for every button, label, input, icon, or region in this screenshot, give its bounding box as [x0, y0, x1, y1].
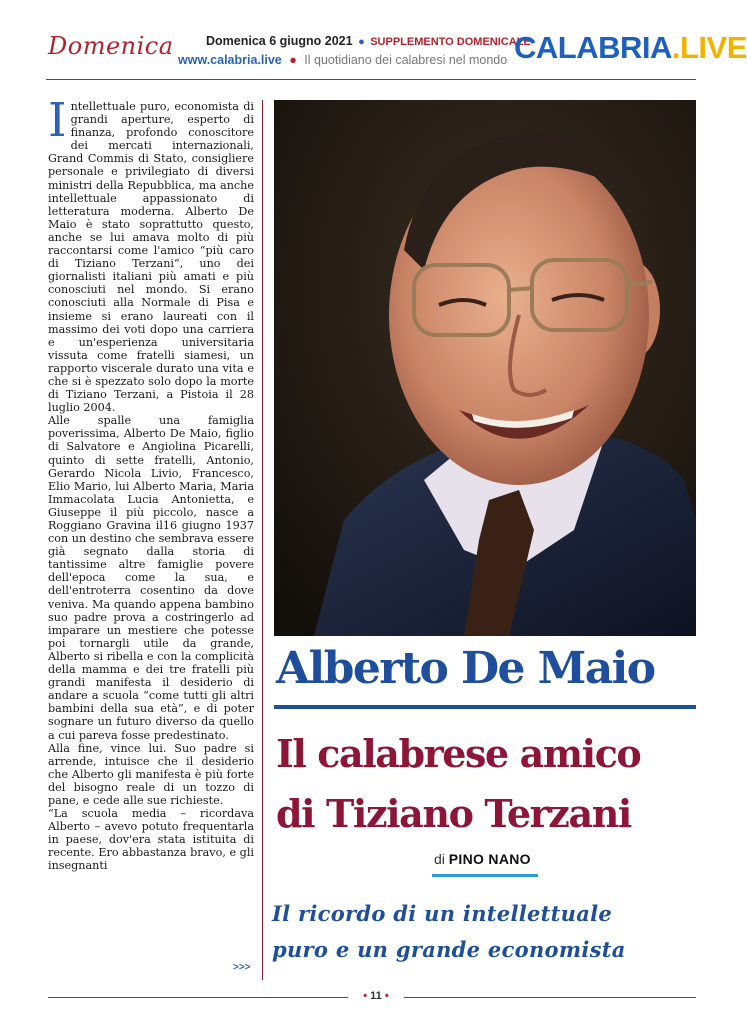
subtitle-line: di Tiziano Terzani — [276, 791, 631, 836]
standfirst — [272, 896, 702, 968]
headline-name: Alberto De Maio — [276, 643, 655, 694]
article-paragraph: Alla fine, vince lui. Suo padre si arrende, intuisce che il desiderio che Alberto gli manifesta è più forte del bisogno reale di un tozzo di pane, e cede alle sue richieste. — [48, 741, 254, 807]
column-divider — [262, 100, 263, 980]
headline-underline — [274, 705, 696, 709]
brand-logo-part1: CALABRIA — [514, 30, 672, 65]
footer-divider-left — [48, 997, 348, 998]
footer-divider-right — [404, 997, 696, 998]
portrait-photo — [274, 100, 696, 636]
issue-date-line — [206, 34, 531, 48]
site-url-link[interactable]: www.calabria.live — [178, 53, 282, 67]
continue-arrow-icon[interactable]: >>> — [233, 962, 251, 973]
standfirst-line: Il ricordo di un intellettuale — [272, 901, 613, 926]
section-title: Domenica — [48, 32, 174, 60]
bullet-dot-icon: ● — [358, 36, 365, 48]
article-paragraph: “La scuola media – ricordava Alberto – avevo potuto frequentarla in paese, dov'era stata istituita di recente. Ero abbastanza bravo, e gli insegnanti — [48, 807, 254, 873]
article-body — [48, 93, 254, 964]
supplement-label: SUPPLEMENTO DOMENICALE — [370, 36, 531, 48]
drop-cap: I — [48, 93, 67, 148]
byline-prefix: di — [434, 851, 445, 867]
byline-author: PINO NANO — [448, 851, 531, 867]
byline-underline — [432, 874, 538, 877]
byline — [434, 851, 531, 867]
paragraph-text: ntellettuale puro, economista di grandi aperture, esperto di finanza, profondo conoscitore dei mercati internazionali, Grand Commis di Stato, consigliere personale e privilegiato di diversi ministri della Repubblica, ma anche intellettuale appassionato di letteratura moderna. Alberto De Maio è stato soprattutto questo, anche se lui amava molto di più raccontarsi come l'amico “più caro di Tiziano Terzani”, uno dei giornalisti italiani più amati e più conosciuti nel mondo. Si erano conosciuti alla Normale di Pisa e insieme si erano laureati con il massimo dei voti dopo una carriera e un'esperienza universitaria vissuta come fratelli siamesi, un rapporto viscerale durato una vita e che si è spezzato solo dopo la morte di Tiziano Terzani, a Pistoia il 28 luglio 2004. — [48, 100, 254, 415]
page-number: • 11 • — [363, 990, 389, 1002]
subtitle-line: Il calabrese amico — [276, 731, 641, 776]
header-divider — [46, 79, 696, 80]
issue-date: Domenica 6 giugno 2021 — [206, 34, 353, 48]
headline-subtitle — [276, 724, 700, 844]
brand-logo-part2: .LIVE — [671, 30, 747, 65]
page-number-value: 11 — [370, 990, 382, 1002]
article-paragraph — [48, 93, 254, 415]
bullet-dot-icon: ● — [289, 53, 297, 67]
article-paragraph: Alle spalle una famiglia poverissima, Alberto De Maio, figlio di Salvatore e Angiolina Picarelli, quinto di sette fratelli, Antonio, Gerardo Nicola Livio, Francesco, Elio Mario, lui Alberto Maria, Maria Immacolata Lucia Antonietta, e Giuseppe il più piccolo, nasce a Roggiano Gravina il16 giugno 1937 con un destino che sembrava essere già segnato dalla storia di tantissime altre famiglie povere dell'epoca come la sua, e dell'entroterra cosentino da dove veniva. Ma quando appena bambino suo padre prova a costringerlo ad imparare un mestiere che potesse poi tornargli utile da grande, Alberto si ribella e con la complicità della mamma e dei tre fratelli più grandi manifesta il desiderio di andare a scuola “come tutti gli altri bambini della sua età”, e di poter sognare un futuro diverso da quello a cui pareva fosse predestinato. — [48, 414, 254, 742]
site-tagline: Il quotidiano dei calabresi nel mondo — [304, 53, 508, 67]
site-line — [178, 53, 507, 67]
brand-logo — [514, 30, 747, 66]
standfirst-line: puro e un grande economista — [272, 937, 626, 962]
